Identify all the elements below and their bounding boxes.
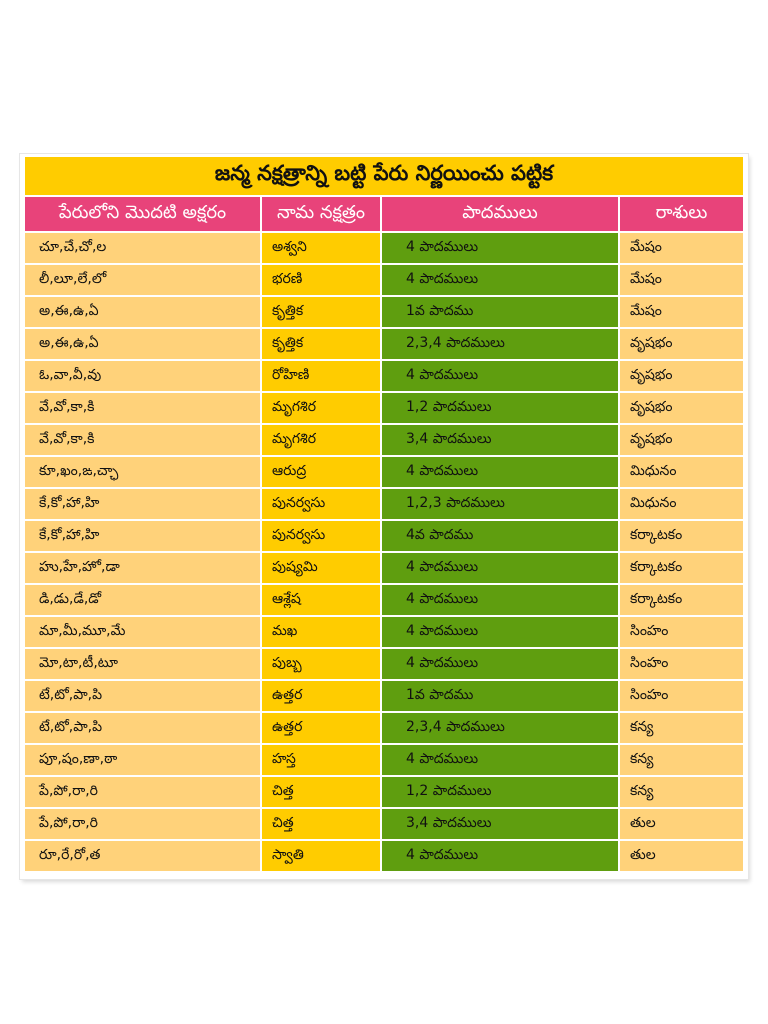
table-row bbox=[25, 681, 743, 713]
table-row bbox=[25, 233, 743, 265]
table-row bbox=[25, 745, 743, 777]
padas-cell: 1,2 పాదములు bbox=[382, 393, 620, 425]
table-row bbox=[25, 297, 743, 329]
first-letters-cell: డి,డు,డే,డో bbox=[25, 585, 262, 617]
padas-cell: 4 పాదములు bbox=[382, 233, 620, 265]
table-row bbox=[25, 713, 743, 745]
table-row bbox=[25, 457, 743, 489]
first-letters-cell: హు,హే,హో,డా bbox=[25, 553, 262, 585]
nakshatra-cell: మృగశిర bbox=[262, 393, 382, 425]
padas-cell: 4 పాదములు bbox=[382, 745, 620, 777]
nakshatra-cell: చిత్త bbox=[262, 777, 382, 809]
first-letters-cell: కే,కో,హా,హి bbox=[25, 489, 262, 521]
table-row bbox=[25, 617, 743, 649]
padas-cell: 3,4 పాదములు bbox=[382, 809, 620, 841]
first-letters-cell: వే,వో,కా,కి bbox=[25, 425, 262, 457]
padas-cell: 2,3,4 పాదములు bbox=[382, 713, 620, 745]
padas-cell: 1,2 పాదములు bbox=[382, 777, 620, 809]
rasi-cell: మిధునం bbox=[620, 457, 743, 489]
rasi-cell: వృషభం bbox=[620, 361, 743, 393]
chart-title: జన్మ నక్షత్రాన్ని బట్టి పేరు నిర్ణయించు పట్టిక bbox=[25, 157, 743, 197]
nakshatra-name-chart bbox=[20, 154, 748, 879]
nakshatra-cell: పుబ్బ bbox=[262, 649, 382, 681]
nakshatra-cell: హస్త bbox=[262, 745, 382, 777]
padas-cell: 4 పాదములు bbox=[382, 361, 620, 393]
rasi-cell: సింహం bbox=[620, 617, 743, 649]
padas-cell: 4 పాదములు bbox=[382, 617, 620, 649]
header-padas: పాదములు bbox=[382, 197, 620, 233]
header-nakshatra: నామ నక్షత్రం bbox=[262, 197, 382, 233]
rasi-cell: కర్కాటకం bbox=[620, 521, 743, 553]
rasi-cell: మేషం bbox=[620, 297, 743, 329]
table-row bbox=[25, 777, 743, 809]
first-letters-cell: పే,పో,రా,రి bbox=[25, 809, 262, 841]
nakshatra-cell: స్వాతి bbox=[262, 841, 382, 873]
nakshatra-cell: మఖ bbox=[262, 617, 382, 649]
nakshatra-cell: ఆరుద్ర bbox=[262, 457, 382, 489]
padas-cell: 2,3,4 పాదములు bbox=[382, 329, 620, 361]
nakshatra-cell: పునర్వసు bbox=[262, 521, 382, 553]
nakshatra-cell: చిత్త bbox=[262, 809, 382, 841]
padas-cell: 1వ పాదము bbox=[382, 681, 620, 713]
first-letters-cell: ఓ,వా,వీ,వు bbox=[25, 361, 262, 393]
table-row bbox=[25, 393, 743, 425]
first-letters-cell: రూ,రే,రో,త bbox=[25, 841, 262, 873]
nakshatra-cell: అశ్వని bbox=[262, 233, 382, 265]
padas-cell: 4 పాదములు bbox=[382, 649, 620, 681]
table-row bbox=[25, 521, 743, 553]
table-row bbox=[25, 489, 743, 521]
rasi-cell: సింహం bbox=[620, 681, 743, 713]
first-letters-cell: టే,టో,పా,పి bbox=[25, 681, 262, 713]
rasi-cell: మిధునం bbox=[620, 489, 743, 521]
nakshatra-cell: భరణి bbox=[262, 265, 382, 297]
padas-cell: 1,2,3 పాదములు bbox=[382, 489, 620, 521]
rasi-cell: కర్కాటకం bbox=[620, 585, 743, 617]
rasi-cell: వృషభం bbox=[620, 329, 743, 361]
first-letters-cell: పూ,షం,ణా,ఠా bbox=[25, 745, 262, 777]
nakshatra-cell: ఉత్తర bbox=[262, 713, 382, 745]
padas-cell: 3,4 పాదములు bbox=[382, 425, 620, 457]
table-row bbox=[25, 425, 743, 457]
padas-cell: 4 పాదములు bbox=[382, 841, 620, 873]
first-letters-cell: కూ,ఖం,ఙ,చ్ఛా bbox=[25, 457, 262, 489]
header-row bbox=[25, 197, 743, 233]
padas-cell: 1వ పాదము bbox=[382, 297, 620, 329]
table-row bbox=[25, 361, 743, 393]
first-letters-cell: లీ,లూ,లే,లో bbox=[25, 265, 262, 297]
nakshatra-cell: కృత్తిక bbox=[262, 329, 382, 361]
first-letters-cell: టే,టో,పా,పి bbox=[25, 713, 262, 745]
first-letters-cell: మో,టా,టీ,టూ bbox=[25, 649, 262, 681]
first-letters-cell: అ,ఈ,ఉ,ఏ bbox=[25, 297, 262, 329]
header-first-letters: పేరులోని మొదటి అక్షరం bbox=[25, 197, 262, 233]
nakshatra-cell: కృత్తిక bbox=[262, 297, 382, 329]
table-row bbox=[25, 809, 743, 841]
table-row bbox=[25, 649, 743, 681]
padas-cell: 4 పాదములు bbox=[382, 265, 620, 297]
rasi-cell: కర్కాటకం bbox=[620, 553, 743, 585]
rasi-cell: వృషభం bbox=[620, 425, 743, 457]
padas-cell: 4వ పాదము bbox=[382, 521, 620, 553]
nakshatra-cell: పునర్వసు bbox=[262, 489, 382, 521]
first-letters-cell: వే,వో,కా,కి bbox=[25, 393, 262, 425]
first-letters-cell: పే,పో,రా,రి bbox=[25, 777, 262, 809]
nakshatra-cell: ఉత్తర bbox=[262, 681, 382, 713]
rasi-cell: తుల bbox=[620, 841, 743, 873]
nakshatra-cell: పుష్యమి bbox=[262, 553, 382, 585]
first-letters-cell: అ,ఈ,ఉ,ఏ bbox=[25, 329, 262, 361]
padas-cell: 4 పాదములు bbox=[382, 553, 620, 585]
rasi-cell: సింహం bbox=[620, 649, 743, 681]
first-letters-cell: మా,మీ,మూ,మే bbox=[25, 617, 262, 649]
table-row bbox=[25, 585, 743, 617]
rasi-cell: వృషభం bbox=[620, 393, 743, 425]
rasi-cell: కన్య bbox=[620, 745, 743, 777]
rasi-cell: మేషం bbox=[620, 265, 743, 297]
rasi-cell: కన్య bbox=[620, 777, 743, 809]
rasi-cell: తుల bbox=[620, 809, 743, 841]
rasi-cell: కన్య bbox=[620, 713, 743, 745]
table-row bbox=[25, 553, 743, 585]
rasi-cell: మేషం bbox=[620, 233, 743, 265]
first-letters-cell: కే,కో,హా,హి bbox=[25, 521, 262, 553]
nakshatra-cell: ఆశ్లేష bbox=[262, 585, 382, 617]
first-letters-cell: చూ,చే,చో,ల bbox=[25, 233, 262, 265]
header-rasi: రాశులు bbox=[620, 197, 743, 233]
padas-cell: 4 పాదములు bbox=[382, 457, 620, 489]
padas-cell: 4 పాదములు bbox=[382, 585, 620, 617]
table-row bbox=[25, 265, 743, 297]
table-row bbox=[25, 329, 743, 361]
table-row bbox=[25, 841, 743, 873]
nakshatra-cell: మృగశిర bbox=[262, 425, 382, 457]
nakshatra-table bbox=[25, 197, 743, 873]
nakshatra-cell: రోహిణి bbox=[262, 361, 382, 393]
